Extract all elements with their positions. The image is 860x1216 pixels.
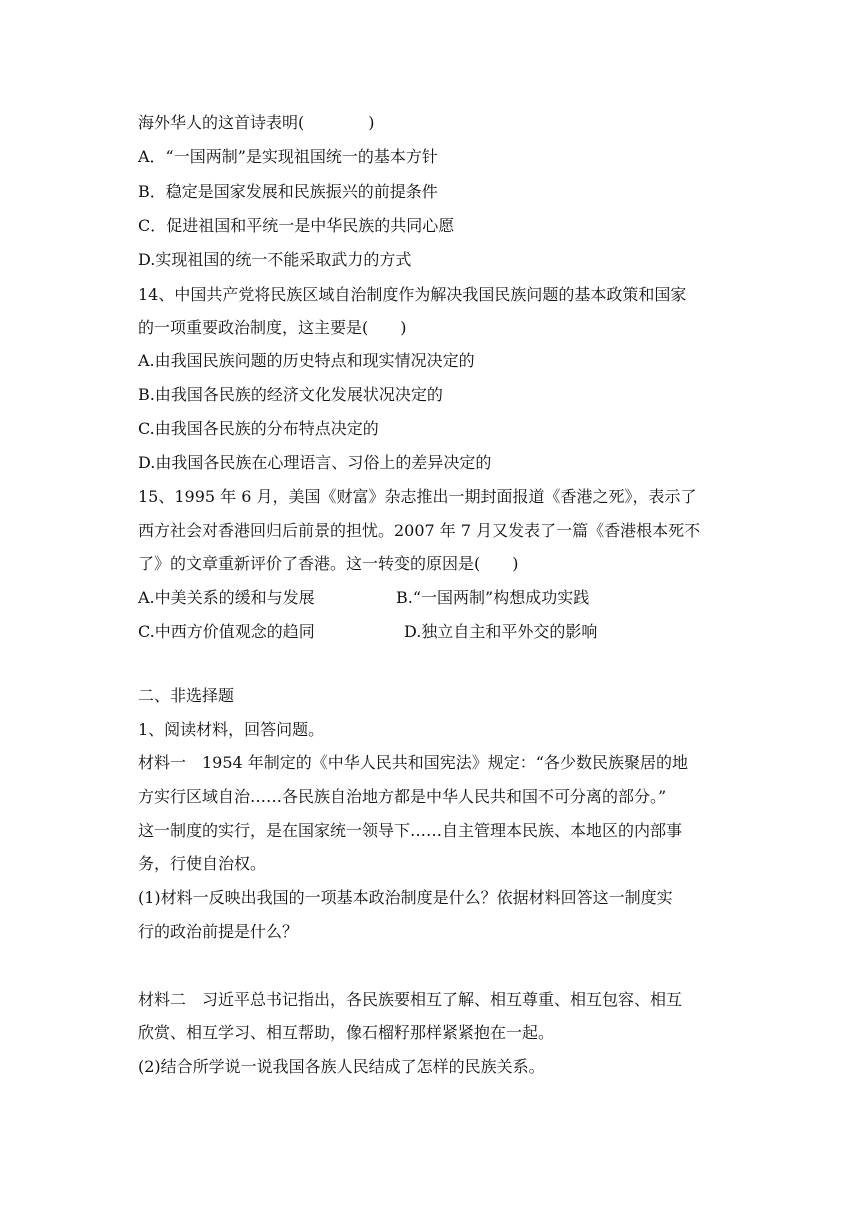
q15-stem-line2: 西方社会对香港回归后前景的担忧。2007 年 7 月又发表了一篇《香港根本死不	[138, 521, 701, 540]
q13-option-a: A．“一国两制”是实现祖国统一的基本方针	[138, 147, 438, 166]
q14-option-c: C.由我国各民族的分布特点决定的	[138, 419, 379, 438]
material1-line3: 这一制度的实行，是在国家统一领导下……自主管理本民族、本地区的内部事	[138, 821, 683, 840]
sub-question-1-line1: (1)材料一反映出我国的一项基本政治制度是什么？依据材料回答这一制度实	[138, 888, 673, 907]
q15-stem-line1: 15、1995 年 6 月，美国《财富》杂志推出一期封面报道《香港之死》，表示了	[138, 487, 697, 506]
q15-stem-line3: 了》的文章重新评价了香港。这一转变的原因是( )	[138, 554, 519, 573]
material1-line4: 务，行使自治权。	[138, 854, 267, 873]
material1-line1: 材料一 1954 年制定的《中华人民共和国宪法》规定：“各少数民族聚居的地	[138, 753, 688, 772]
q15-option-d: D.独立自主和平外交的影响	[404, 622, 598, 641]
q14-option-b: B.由我国各民族的经济文化发展状况决定的	[138, 385, 443, 404]
q15-option-a: A.中美关系的缓和与发展	[138, 588, 315, 607]
q14-stem-line2: 的一项重要政治制度，这主要是( )	[138, 318, 407, 337]
q15-option-c: C.中西方价值观念的趋同	[138, 622, 315, 641]
q13-option-c: C．促进祖国和平统一是中华民族的共同心愿	[138, 216, 455, 235]
q13-option-d: D.实现祖国的统一不能采取武力的方式	[138, 250, 412, 269]
sub-question-1-line2: 行的政治前提是什么？	[138, 922, 299, 941]
material1-line2: 方实行区域自治……各民族自治地方都是中华人民共和国不可分离的部分。”	[138, 787, 667, 806]
q13-option-b: B．稳定是国家发展和民族振兴的前提条件	[138, 182, 438, 201]
q15-option-b: B.“一国两制”构想成功实践	[396, 588, 590, 607]
sub-question-2: (2)结合所学说一说我国各族人民结成了怎样的民族关系。	[138, 1057, 545, 1076]
q1-intro: 1、阅读材料，回答问题。	[138, 720, 325, 739]
material2-line2: 欣赏、相互学习、相互帮助，像石榴籽那样紧紧抱在一起。	[138, 1023, 555, 1042]
material2-line1: 材料二 习近平总书记指出，各民族要相互了解、相互尊重、相互包容、相互	[138, 990, 683, 1009]
section-heading: 二、非选择题	[138, 686, 235, 705]
q14-option-a: A.由我国民族问题的历史特点和现实情况决定的	[138, 351, 475, 370]
q14-stem-line1: 14、中国共产党将民族区域自治制度作为解决我国民族问题的基本政策和国家	[138, 285, 687, 304]
q13-stem: 海外华人的这首诗表明( )	[138, 113, 375, 132]
q14-option-d: D.由我国各民族在心理语言、习俗上的差异决定的	[138, 453, 492, 472]
